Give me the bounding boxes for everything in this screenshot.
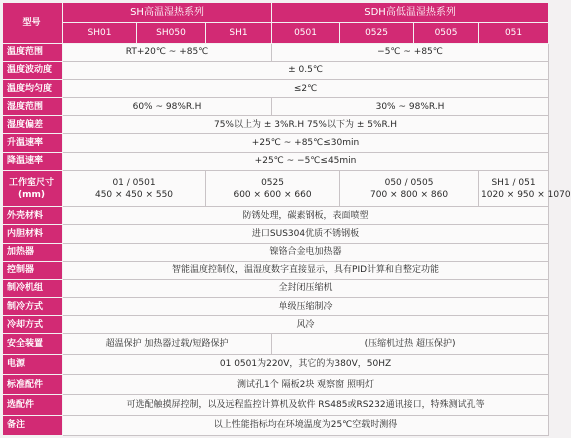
- row-safety: [3, 334, 549, 354]
- model-0501: 0501: [272, 23, 340, 43]
- row-ref-method: [3, 298, 549, 316]
- label-controller: 控制器: [3, 261, 63, 279]
- value-standard: 测试孔1个 隔板2块 观察窗 照明灯: [63, 375, 549, 395]
- sh-series-header: SH高温湿热系列: [63, 3, 272, 23]
- chamber-size-2: [206, 170, 340, 206]
- label-cooling: 冷却方式: [3, 316, 63, 334]
- row-temp-uniform: [3, 79, 549, 97]
- model-0505: 0505: [414, 23, 479, 43]
- row-power: [3, 354, 549, 374]
- sh-temp-range: RT+20℃ ~ +85℃: [63, 43, 272, 61]
- chamber-2-size: 600 × 600 × 660: [233, 189, 312, 200]
- chamber-3-size: 700 × 800 × 860: [370, 189, 449, 200]
- row-shell: [3, 207, 549, 225]
- row-cooling: [3, 316, 549, 334]
- label-humid-dev: 湿度偏差: [3, 116, 63, 134]
- label-standard: 标准配件: [3, 375, 63, 395]
- value-liner: 进口SUS304优质不锈钢板: [63, 225, 549, 243]
- model-051: 051: [479, 23, 549, 43]
- model-0525: 0525: [340, 23, 414, 43]
- label-note: 备注: [3, 415, 63, 435]
- model-sh050: SH050: [137, 23, 206, 43]
- chamber-size-4: [479, 170, 571, 206]
- row-controller: [3, 261, 549, 279]
- sh-humid-range: 60% ~ 98%R.H: [63, 98, 272, 116]
- spec-table: [2, 2, 571, 436]
- header-model-row: [3, 23, 549, 43]
- sdh-humid-range: 30% ~ 98%R.H: [272, 98, 549, 116]
- row-standard: [3, 375, 549, 395]
- row-chamber: [3, 170, 549, 206]
- chamber-1-model: 01 / 0501: [112, 177, 156, 188]
- sdh-temp-range: −5℃ ~ +85℃: [272, 43, 549, 61]
- label-shell: 外壳材料: [3, 207, 63, 225]
- model-sh01: SH01: [63, 23, 137, 43]
- label-chamber-title: 工作室尺寸: [8, 177, 54, 188]
- label-cool-rate: 降温速率: [3, 152, 63, 170]
- value-ref-method: 单级压缩制冷: [63, 298, 549, 316]
- chamber-size-1: [63, 170, 206, 206]
- chamber-4-model: SH1 / 051: [491, 177, 536, 188]
- value-cooling: 风冷: [63, 316, 549, 334]
- label-liner: 内胆材料: [3, 225, 63, 243]
- value-ref-unit: 全封闭压缩机: [63, 279, 549, 297]
- value-temp-uniform: ≤2℃: [63, 79, 549, 97]
- row-humid-range: [3, 98, 549, 116]
- sdh-safety: (压缩机过热 超压保护): [272, 334, 549, 354]
- chamber-2-model: 0525: [261, 177, 284, 188]
- row-optional: [3, 395, 549, 415]
- label-power: 电源: [3, 354, 63, 374]
- row-temp-range: [3, 43, 549, 61]
- label-optional: 选配件: [3, 395, 63, 415]
- value-controller: 智能温度控制仪，温湿度数字直接显示，具有PID计算和自整定功能: [63, 261, 549, 279]
- row-cool-rate: [3, 152, 549, 170]
- chamber-3-model: 050 / 0505: [384, 177, 434, 188]
- label-heat-rate: 升温速率: [3, 134, 63, 152]
- label-temp-range: 温度范围: [3, 43, 63, 61]
- value-cool-rate: +25℃ ~ −5℃≤45min: [63, 152, 549, 170]
- row-humid-dev: [3, 116, 549, 134]
- row-liner: [3, 225, 549, 243]
- sh-safety: 超温保护 加热器过载/短路保护: [63, 334, 272, 354]
- model-sh1: SH1: [206, 23, 272, 43]
- row-note: [3, 415, 549, 435]
- value-humid-dev: 75%以上为 ± 3%R.H 75%以下为 ± 5%R.H: [63, 116, 549, 134]
- chamber-size-3: [340, 170, 479, 206]
- label-safety: 安全装置: [3, 334, 63, 354]
- row-temp-fluct: [3, 61, 549, 79]
- label-ref-unit: 制冷机组: [3, 279, 63, 297]
- sdh-series-header: SDH高低温湿热系列: [272, 3, 549, 23]
- value-heater: 镍铬合金电加热器: [63, 243, 549, 261]
- chamber-1-size: 450 × 450 × 550: [94, 189, 174, 200]
- value-power: 01 0501为220V，其它的为380V，50HZ: [63, 354, 549, 374]
- row-heat-rate: [3, 134, 549, 152]
- chamber-4-size: 1020 × 950 × 1070: [481, 189, 571, 200]
- label-chamber-unit: (mm): [18, 189, 45, 200]
- row-ref-unit: [3, 279, 549, 297]
- label-humid-range: 湿度范围: [3, 98, 63, 116]
- header-group-row: [3, 3, 549, 23]
- value-temp-fluct: ± 0.5℃: [63, 61, 549, 79]
- label-ref-method: 制冷方式: [3, 298, 63, 316]
- value-shell: 防锈处理，碳素钢板，表面喷塑: [63, 207, 549, 225]
- value-note: 以上性能指标均在环境温度为25℃空载时测得: [63, 415, 549, 435]
- value-optional: 可选配触摸屏控制，以及远程监控计算机及软件 RS485或RS232通讯接口，特殊测试孔等: [63, 395, 549, 415]
- model-header-label: 型号: [3, 3, 63, 44]
- label-chamber: [3, 170, 63, 206]
- label-temp-fluct: 温度波动度: [3, 61, 63, 79]
- value-heat-rate: +25℃ ~ +85℃≤30min: [63, 134, 549, 152]
- row-heater: [3, 243, 549, 261]
- label-temp-uniform: 温度均匀度: [3, 79, 63, 97]
- label-heater: 加热器: [3, 243, 63, 261]
